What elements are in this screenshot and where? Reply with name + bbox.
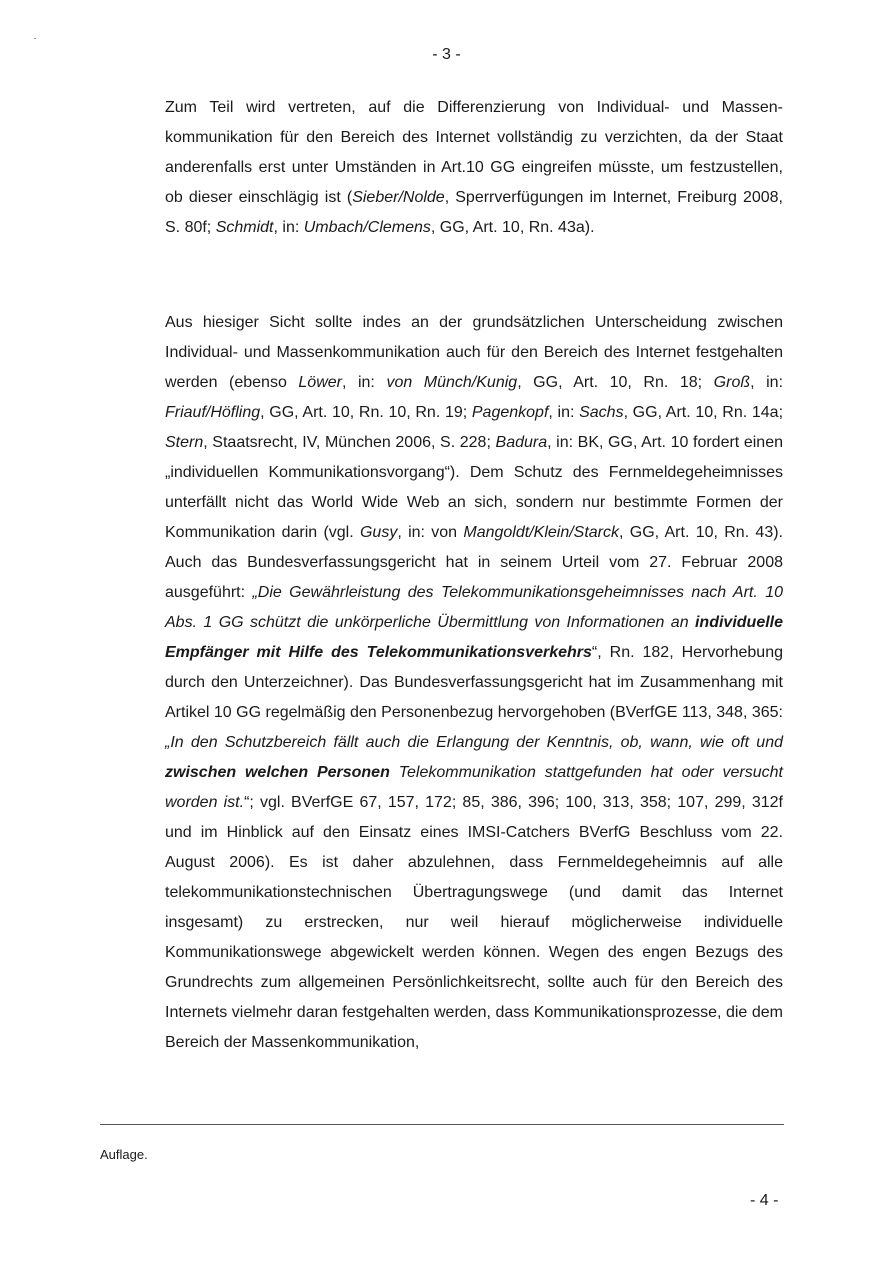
text-run: Telekommunikation stattgefunden hat oder versucht worden ist. [165, 764, 783, 811]
text-run: , in: von [397, 524, 464, 541]
text-run: , in: BK, GG, Art. 10 fordert einen „individuellen Kommunikationsvorgang“). Dem Schutz des Fernmeldegeheimnisses unterfällt nicht das World Wide Web an sich, sondern nur bestimmte Formen der Kommunikation darin (vgl. [165, 434, 784, 541]
paragraph-1 [165, 93, 783, 243]
next-page-marker: - 4 - [750, 1192, 779, 1209]
text-run: “, Rn. 182, Hervorhebung durch den Unterzeichner). Das Bundesverfassungsgericht hat im Zusammenhang mit Artikel 10 GG regelmäßig den Personenbezug hervorgehoben (BVerfGE 113, 348, 365: [165, 644, 784, 721]
text-run: Mangoldt/Klein/Starck [463, 524, 620, 541]
text-run: , Sperrverfügungen im Internet, Freiburg 2008, S. 80f; [165, 189, 783, 236]
text-run: Friauf/Höfling [165, 404, 261, 421]
text-run: , in: [750, 374, 784, 391]
scan-speck [34, 38, 36, 39]
footnote-divider [100, 1124, 784, 1125]
text-run: Umbach/Clemens [303, 219, 431, 236]
text-run: Sachs [579, 404, 624, 421]
text-run: Zum Teil wird vertreten, auf die Differenzierung von Individual- und Massenkommunikation für den Bereich des Internet vollständig zu verzichten, da der Staat anderenfalls erst unter Umständen in Art.10 GG eingreifen müsste, um festzustellen, ob dieser einschlägig ist ( [165, 99, 783, 206]
text-run: Groß [713, 374, 751, 391]
text-run: „In den Schutzbereich fällt auch die Erlangung der Kenntnis, ob, wann, wie oft und [165, 734, 783, 751]
text-run: Schmidt [215, 219, 274, 236]
text-run: zwischen welchen Personen [165, 764, 390, 781]
text-run: , GG, Art. 10, Rn. 43a). [430, 219, 595, 236]
text-run: Löwer [298, 374, 342, 391]
text-run: , GG, Art. 10, Rn. 14a; [623, 404, 784, 421]
page-number-top: - 3 - [432, 46, 461, 63]
text-run: , GG, Art. 10, Rn. 43). Auch das Bundesverfassungsgericht hat in seinem Urteil vom 27. Februar 2008 ausgeführt: [165, 524, 784, 601]
text-run: Aus hiesiger Sicht sollte indes an der grundsätzlichen Unterscheidung zwischen Individual- und Massenkommunikation auch für den Bereich des Internet festgehalten werden (ebenso [165, 314, 783, 391]
text-run: „Die Gewährleistung des Telekommunikationsgeheimnisses nach Art. 10 Abs. 1 GG schützt die unkörperliche Übermittlung von Informationen an [165, 584, 783, 631]
text-run: Gusy [359, 524, 398, 541]
text-run: individuelle Empfänger mit Hilfe des Telekommunikationsverkehrs [165, 614, 783, 661]
text-run: , Staatsrecht, IV, München 2006, S. 228; [203, 434, 496, 451]
text-run: , GG, Art. 10, Rn. 18; [517, 374, 714, 391]
text-run: “; vgl. BVerfGE 67, 157, 172; 85, 386, 396; 100, 313, 358; 107, 299, 312f und im Hinblick auf den Einsatz eines IMSI-Catchers BVerfG Beschluss vom 22. August 2006). Es ist daher abzulehnen, dass Fernmeldegeheimnis auf alle telekommunikationstechnischen Übertragungswege (und damit das Internet insgesamt) zu erstrecken, nur weil hierauf möglicherweise individuelle Kommunikationswege abgewickelt werden können. Wegen des engen Bezugs des Grundrechts zum allgemeinen Persönlichkeitsrecht, sollte auch für den Bereich des Internets vielmehr daran festgehalten werden, dass Kommunikationsprozesse, die dem Bereich der Massenkommunikation, [165, 794, 783, 1051]
text-run: von Münch/Kunig [386, 374, 518, 391]
footnote-text: Auflage. [100, 1147, 148, 1162]
text-run: Sieber/Nolde [352, 189, 445, 206]
text-run: Stern [165, 434, 204, 451]
paragraph-2 [165, 308, 783, 1058]
text-run: , in: [341, 374, 387, 391]
text-run: , in: [273, 219, 304, 236]
text-run: Pagenkopf [471, 404, 549, 421]
text-run: Badura [495, 434, 548, 451]
text-run: , GG, Art. 10, Rn. 10, Rn. 19; [260, 404, 472, 421]
text-run: , in: [548, 404, 580, 421]
